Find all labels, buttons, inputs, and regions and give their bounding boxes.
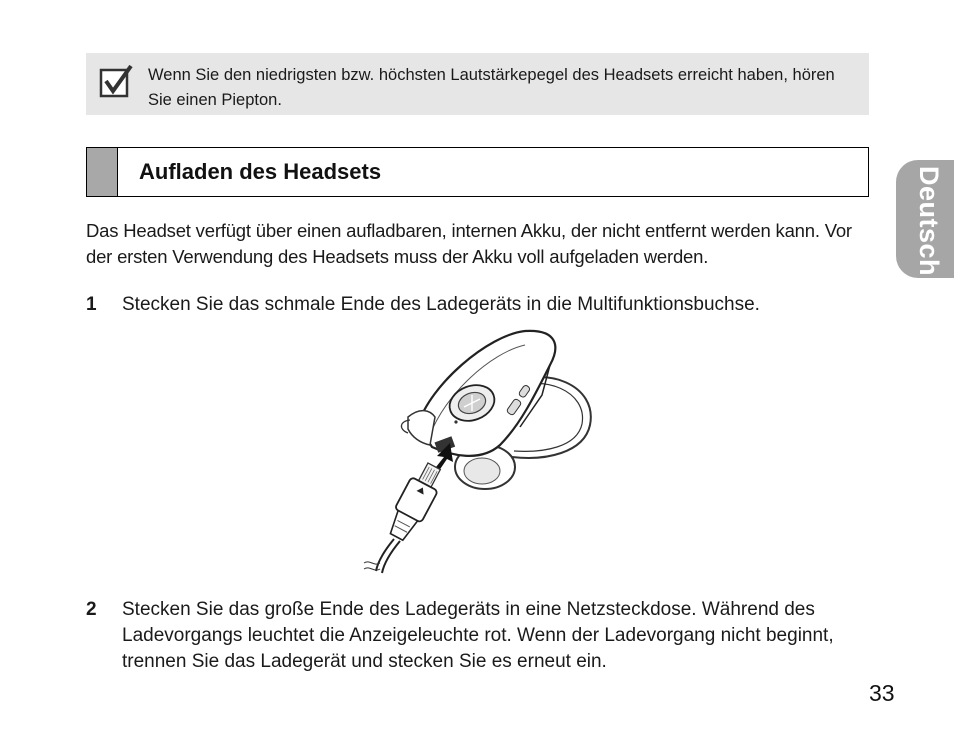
checkmark-box-icon	[98, 63, 134, 99]
section-header	[86, 147, 869, 197]
step-number: 1	[86, 294, 97, 315]
section-title: Aufladen des Headsets	[139, 159, 382, 184]
step-number: 2	[86, 599, 97, 620]
intro-paragraph: Das Headset verfügt über einen aufladbaren, internen Akku, der nicht entfernt werden kann. Vor der ersten Verwendung des Headsets muss der Akku voll aufgeladen werden.	[86, 220, 852, 267]
section-marker	[87, 148, 118, 196]
language-tab-label: Deutsch	[914, 166, 944, 277]
headset-charger-illustration	[360, 325, 596, 575]
page-number: 33	[869, 680, 895, 706]
step-text: Stecken Sie das große Ende des Ladegeräts in eine Netzsteckdose. Während des Ladevorgangs leuchtet die Anzeigeleuchte rot. Wenn der Ladevorgang nicht beginnt, trennen Sie das Ladegerät und stecken Sie es erneut ein.	[122, 599, 834, 672]
note-box	[86, 53, 869, 115]
language-tab	[896, 160, 954, 278]
note-text: Wenn Sie den niedrigsten bzw. höchsten Lautstärkepegel des Headsets erreicht haben, hören Sie einen Piepton.	[148, 66, 835, 109]
step-text: Stecken Sie das schmale Ende des Ladegeräts in die Multifunktionsbuchse.	[122, 294, 760, 315]
